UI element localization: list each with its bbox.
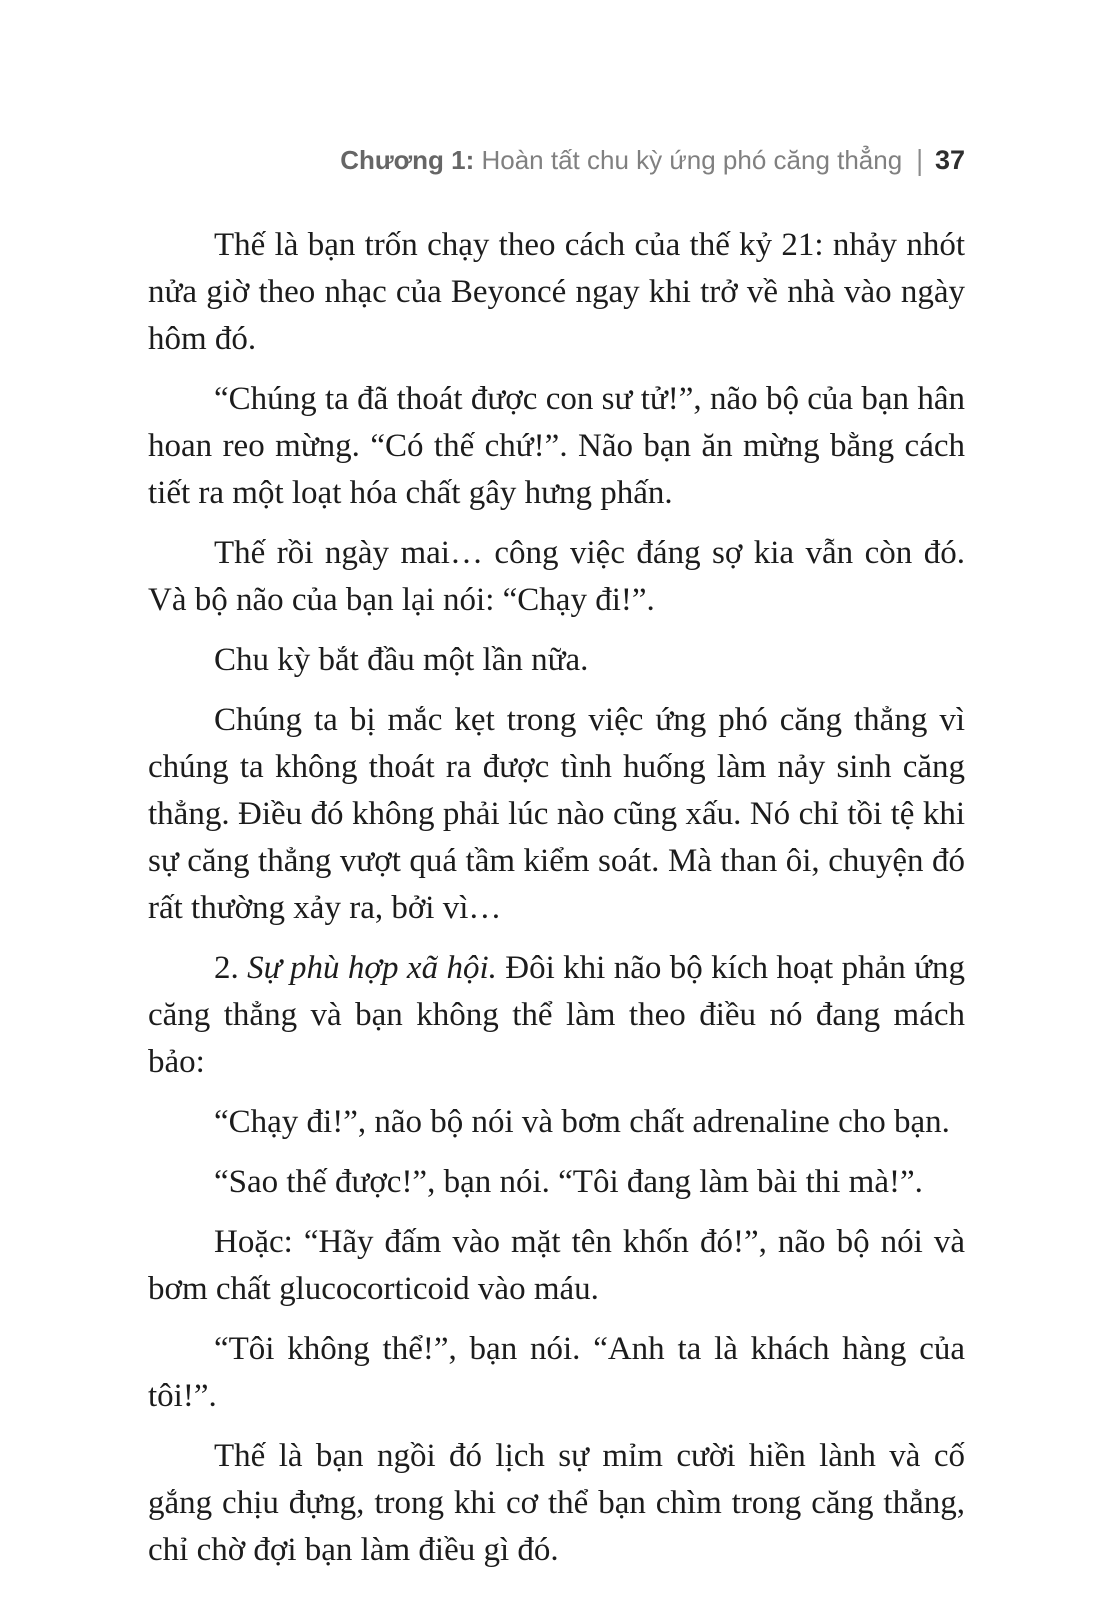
paragraph: Thế là bạn trốn chạy theo cách của thế kỷ 21: nhảy nhót nửa giờ theo nhạc của Beyoncé ngay khi trở về nhà vào ngày hôm đó. <box>148 227 965 357</box>
paragraph: Thế rồi ngày mai… công việc đáng sợ kia vẫn còn đó. Và bộ não của bạn lại nói: “Chạy đi!”. <box>148 535 965 618</box>
paragraph: Chúng ta bị mắc kẹt trong việc ứng phó căng thẳng vì chúng ta không thoát ra được tình huống làm nảy sinh căng thẳng. Điều đó không phải lúc nào cũng xấu. Nó chỉ tồi tệ khi sự căng thẳng vượt quá tầm kiểm soát. Mà than ôi, chuyện đó rất thường xảy ra, bởi vì… <box>148 702 965 926</box>
paragraph: “Tôi không thể!”, bạn nói. “Anh ta là khách hàng của tôi!”. <box>148 1331 965 1414</box>
paragraph: “Chạy đi!”, não bộ nói và bơm chất adrenaline cho bạn. <box>214 1104 950 1140</box>
chapter-label: Chương 1: <box>340 145 475 175</box>
paragraph: Hoặc: “Hãy đấm vào mặt tên khốn đó!”, não bộ nói và bơm chất glucocorticoid vào máu. <box>148 1224 965 1307</box>
paragraph-with-italic-lead <box>148 945 965 1086</box>
page-number: 37 <box>934 145 965 175</box>
paragraph: Chu kỳ bắt đầu một lần nữa. <box>214 642 589 678</box>
header-separator: | <box>916 143 923 177</box>
paragraph: Thế là bạn ngồi đó lịch sự mỉm cười hiền lành và cố gắng chịu đựng, trong khi cơ thể bạn chìm trong căng thẳng, chỉ chờ đợi bạn làm điều gì đó. <box>148 1438 965 1568</box>
running-head <box>148 143 965 177</box>
page-body <box>148 222 965 1587</box>
paragraph-rest: Đôi khi não bộ kích hoạt phản ứng căng thẳng và bạn không thể làm theo điều nó đang mách bảo: <box>148 950 965 1080</box>
chapter-title: Hoàn tất chu kỳ ứng phó căng thẳng <box>474 145 903 175</box>
paragraph: “Chúng ta đã thoát được con sư tử!”, não bộ của bạn hân hoan reo mừng. “Có thế chứ!”. Não bạn ăn mừng bằng cách tiết ra một loạt hóa chất gây hưng phấn. <box>148 381 965 511</box>
list-number: 2. <box>214 950 248 986</box>
italic-term: Sự phù hợp xã hội. <box>247 950 497 986</box>
paragraph: “Sao thế được!”, bạn nói. “Tôi đang làm bài thi mà!”. <box>214 1164 923 1200</box>
